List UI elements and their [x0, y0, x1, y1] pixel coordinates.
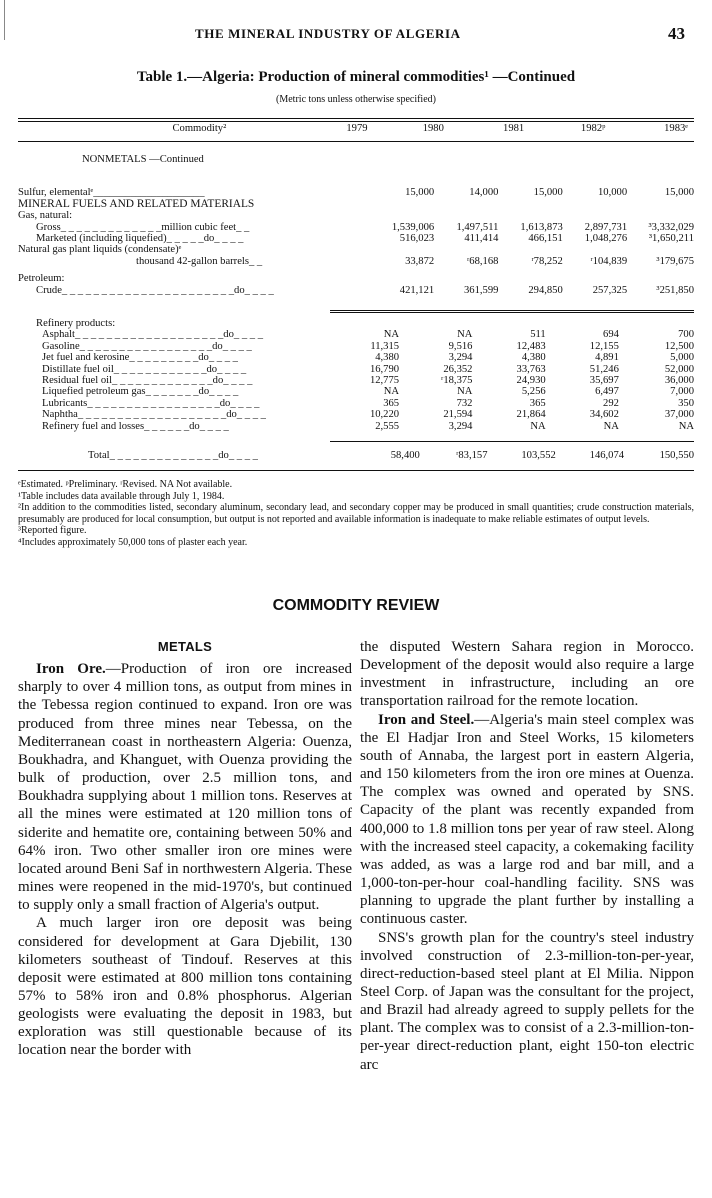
section-row: [18, 154, 694, 165]
refinery-table: [18, 318, 694, 432]
cell: 466,151: [528, 233, 563, 245]
row-label: Sulfur, elementalᵉ_____________________: [18, 187, 205, 199]
row-label: Asphalt_ _ _ _ _ _ _ _ _ _ _ _ _ _ _ _ _ _ _do_ _ _ _: [42, 329, 264, 341]
cell: 12,155: [589, 340, 619, 352]
table-row: [18, 386, 694, 397]
row-label: Distillate fuel oil_ _ _ _ _ _ _ _ _ _ _ _do_ _ _ _: [42, 363, 247, 375]
cell: 1,539,006: [391, 221, 435, 233]
table-row: [18, 375, 694, 386]
cell: 103,552: [521, 450, 556, 461]
cell: ³179,675: [656, 255, 694, 267]
cell: 15,000: [533, 187, 563, 199]
cell: NA: [383, 329, 400, 341]
petroleum-label: Petroleum:: [18, 273, 65, 285]
table-top-rule-2: [18, 121, 694, 122]
left-column: [18, 638, 352, 1060]
cell: 2,897,731: [584, 221, 628, 233]
cell: 732: [456, 397, 473, 409]
table-row: [18, 352, 694, 363]
table-subtitle: (Metric tons unless otherwise specified): [276, 94, 436, 105]
metals-heading: METALS: [157, 639, 213, 654]
cell: 5,000: [670, 352, 694, 364]
table-row: [18, 398, 694, 409]
cell: ʳ68,168: [466, 255, 499, 267]
footnote-1: ¹Table includes data available through July 1, 1984.: [18, 490, 225, 502]
cell: 4,380: [375, 352, 400, 364]
cell: 37,000: [664, 409, 694, 421]
table-title: Table 1.—Algeria: Production of mineral commodities¹ —Continued: [136, 69, 576, 85]
row-label: Gross_ _ _ _ _ _ _ _ _ _ _ _ _million cubic feet_ _: [36, 221, 250, 233]
cell: 694: [603, 329, 619, 341]
footnote-2: ²In addition to the commodities listed, secondary aluminum, secondary lead, and secondary copper may be produced in small quantities; crude construction materials, presumably are produced for local consumption, but output is not reported and available information is inadequate to make reliable estimates of output levels.: [18, 502, 694, 525]
col-header-commodity: Commodity²: [172, 123, 227, 134]
cell: NA: [678, 420, 694, 432]
cell: 257,325: [592, 284, 628, 296]
cell: 34,602: [589, 409, 619, 421]
subhead-row: [18, 318, 694, 329]
row-label: Marketed (including liquefied)_ _ _ _ _do_ _ _ _: [36, 233, 244, 245]
table-row: [18, 421, 694, 432]
row-label: thousand 42-gallon barrels_ _: [136, 255, 263, 267]
footnotes: [18, 479, 694, 549]
sns-growth-paragraph: SNS's growth plan for the country's steel industry involved construction of 2.3-million-ton-per-year, direct-reduction-based steel plant at El Milia. Nippon Steel Corp. of Japan was the consultant for the project, and Brazil had already agreed to supply pellets for the plant. The complex was to consist of a 2.3-million-ton-per-year direct-reduction plant, eight 150-ton electric arc: [360, 929, 694, 1073]
section-fuels: MINERAL FUELS AND RELATED MATERIALS: [18, 197, 255, 210]
right-column: [360, 638, 694, 1074]
cell: 350: [678, 397, 694, 409]
footnote-legend: ᵉEstimated. ᵖPreliminary. ʳRevised. NA Not available.: [18, 479, 233, 490]
cell: 3,294: [448, 420, 473, 432]
cell: 292: [603, 397, 619, 409]
ngpl-label: Natural gas plant liquids (condensate)ᵉ: [18, 244, 182, 256]
table-row: [18, 256, 694, 267]
col-header-1983: 1983ᵉ: [664, 123, 688, 134]
table-row: [18, 341, 694, 352]
table-bottom-rule: [18, 470, 694, 471]
cell: 4,380: [521, 352, 546, 364]
cell: 365: [383, 397, 400, 409]
cell: ʳ104,839: [590, 255, 628, 267]
row-label: Crude_ _ _ _ _ _ _ _ _ _ _ _ _ _ _ _ _ _ _ _ _ _do_ _ _ _: [36, 284, 274, 296]
gara-djebilet-paragraph: A much larger iron ore deposit was being considered for development at Gara Djebilit, 130 kilometers southeast of Tindouf. Reserves at this deposit were estimated at 800 million tons containing 57% to 58% iron and 0.8% phosphorus. Algerian geologists were evaluating the deposit in 1983, but exploration was still questionable because of its location near the border with: [18, 915, 352, 1059]
header-bottom-rule: [18, 141, 694, 142]
cell: 421,121: [399, 284, 435, 296]
cell: 52,000: [664, 363, 694, 375]
cell: 411,414: [464, 233, 499, 245]
cell: ³1,650,211: [648, 233, 694, 245]
cell: ³251,850: [656, 284, 694, 296]
commodity-review-heading: COMMODITY REVIEW: [272, 597, 440, 614]
table-row: [18, 409, 694, 420]
cell: 365: [529, 397, 546, 409]
cell: ³3,332,029: [648, 221, 694, 233]
column-header-table: [18, 123, 694, 134]
refinery-label: Refinery products:: [36, 318, 116, 329]
cell: 1,048,276: [584, 233, 628, 245]
table-row: [18, 285, 694, 296]
subhead-row: [18, 273, 694, 284]
cell: 14,000: [469, 187, 499, 199]
row-label: Naphtha_ _ _ _ _ _ _ _ _ _ _ _ _ _ _ _ _ _ _do_ _ _ _: [42, 409, 266, 421]
table-top-rule: [18, 118, 694, 119]
total-rule: [330, 441, 694, 442]
cell: 33,763: [516, 363, 546, 375]
cell: 3,294: [448, 352, 473, 364]
cell: 150,550: [659, 450, 694, 461]
page-number: 43: [668, 24, 685, 43]
cell: 7,000: [670, 386, 694, 398]
column-header-row: [18, 123, 694, 134]
cell: 5,256: [521, 386, 546, 398]
cell: 1,497,511: [456, 221, 499, 233]
iron-steel-paragraph: Iron and Steel.—Algeria's main steel complex was the El Hadjar Iron and Steel Works, 15 kilometers south of Annaba, the largest port in eastern Algeria, and 150 kilometers from the iron ore mines at Ouenza. The complex was owned and operated by SNS. Capacity of the plant was recently expanded from 400,000 to 1.8 million tons per year of raw steel. Along with the increased steel capacity, a cokemaking facility was added, as was a large rod and bar mill, and a 1,000-ton-per-hour coal-handling facility. SNS was planning to upgrade the plant further by installing a continuous caster.: [360, 711, 694, 928]
margin-line: [4, 0, 5, 40]
col-header-1982: 1982ᵖ: [580, 123, 606, 134]
cell: ʳ78,252: [531, 255, 563, 267]
row-label: Gasoline_ _ _ _ _ _ _ _ _ _ _ _ _ _ _ _ _do_ _ _ _: [42, 340, 252, 352]
subhead-row: [18, 210, 694, 221]
section-row: [18, 199, 694, 210]
cell: 700: [678, 329, 694, 341]
cell: 146,074: [589, 450, 625, 461]
cell: 15,000: [405, 187, 435, 199]
cell: 11,315: [370, 340, 400, 352]
cell: 6,497: [595, 386, 619, 398]
cell: 12,483: [516, 340, 546, 352]
row-label: Lubricants_ _ _ _ _ _ _ _ _ _ _ _ _ _ _ _ _do_ _ _ _: [42, 397, 260, 409]
cell: NA: [383, 386, 400, 398]
col-header-1981: 1981: [503, 123, 525, 134]
cell: NA: [457, 329, 473, 341]
subhead-row: [18, 244, 694, 255]
row-label: Residual fuel oil_ _ _ _ _ _ _ _ _ _ _ _ _do_ _ _ _: [42, 375, 253, 387]
cell: NA: [603, 420, 619, 432]
cell: NA: [457, 386, 473, 398]
running-title: THE MINERAL INDUSTRY OF ALGERIA: [195, 26, 461, 41]
row-label: Total_ _ _ _ _ _ _ _ _ _ _ _ _ _do_ _ _ _: [88, 450, 258, 461]
cell: NA: [530, 420, 546, 432]
cell: 21,864: [516, 409, 546, 421]
production-table: [18, 154, 694, 296]
cell: 361,599: [463, 284, 499, 296]
col-header-1980: 1980: [422, 123, 444, 134]
cell: 26,352: [443, 363, 473, 375]
cell: 4,891: [595, 352, 619, 364]
cell: ʳ18,375: [441, 375, 473, 387]
cell: 511: [530, 329, 546, 341]
cell: 15,000: [664, 187, 694, 199]
cell: 294,850: [528, 284, 563, 296]
table-row: [18, 329, 694, 340]
row-label: Liquefied petroleum gas_ _ _ _ _ _ _do_ _ _ _: [42, 386, 239, 398]
total-table: [18, 450, 694, 461]
col-header-1979: 1979: [346, 123, 368, 134]
spacer-row: [18, 165, 694, 187]
cell: 33,872: [405, 255, 435, 267]
table-row: [18, 233, 694, 244]
cell: 516,023: [399, 233, 435, 245]
cell: 9,516: [448, 340, 473, 352]
cell: 1,613,873: [520, 221, 563, 233]
table-row: [18, 222, 694, 233]
row-label: Jet fuel and kerosine_ _ _ _ _ _ _ _ _do_ _ _ _: [42, 352, 238, 364]
footnote-4: ⁴Includes approximately 50,000 tons of plaster each year.: [18, 536, 248, 548]
cell: 10,000: [598, 187, 628, 199]
iron-ore-paragraph: Iron Ore.—Production of iron ore increased sharply to over 4 million tons, as output from mines in the Tebessa region continued to expand. Iron ore was produced from three mines near Tebessa, on the Mediterranean coast in northeastern Algeria: Ouenza, Boukhadra, and Khanguet, with Ouenza providing the bulk of production, over 2.5 million tons, and Boukhadra supplying about 1 million tons. Reserves at all the mines were estimated at 120 million tons of siderite and hematite ore, containing between 50% and 64% iron. Two other smaller iron ore mines were located around Beni Saf in northwestern Algeria. These mines were reopened in the mid-1970's, but continued to supply only a small fraction of Algeria's output.: [18, 661, 353, 914]
table-row: [18, 364, 694, 375]
cell: 51,246: [589, 363, 619, 375]
cell: 21,594: [443, 409, 473, 421]
crude-double-rule-2: [330, 312, 694, 313]
cell: 12,500: [664, 340, 694, 352]
cell: 35,697: [589, 375, 619, 387]
cell: 10,220: [369, 409, 400, 421]
section-nonmetals: NONMETALS —Continued: [82, 154, 204, 165]
footnote-3: ³Reported figure.: [18, 525, 87, 537]
cell: ʳ83,157: [456, 450, 488, 461]
cell: 24,930: [516, 375, 546, 387]
row-label: Refinery fuel and losses_ _ _ _ _ _do_ _ _ _: [42, 420, 229, 432]
cell: 58,400: [390, 450, 420, 461]
total-row: [18, 450, 694, 461]
gas-natural-label: Gas, natural:: [18, 210, 73, 222]
western-sahara-paragraph: the disputed Western Sahara region in Morocco. Development of the deposit would also require a large investment in infrastructure, including an ore transportation railroad for the remote location.: [360, 639, 694, 710]
cell: 2,555: [375, 420, 400, 432]
cell: 16,790: [369, 363, 400, 375]
cell: 12,775: [369, 375, 400, 387]
crude-double-rule: [330, 310, 694, 311]
cell: 36,000: [664, 375, 694, 387]
